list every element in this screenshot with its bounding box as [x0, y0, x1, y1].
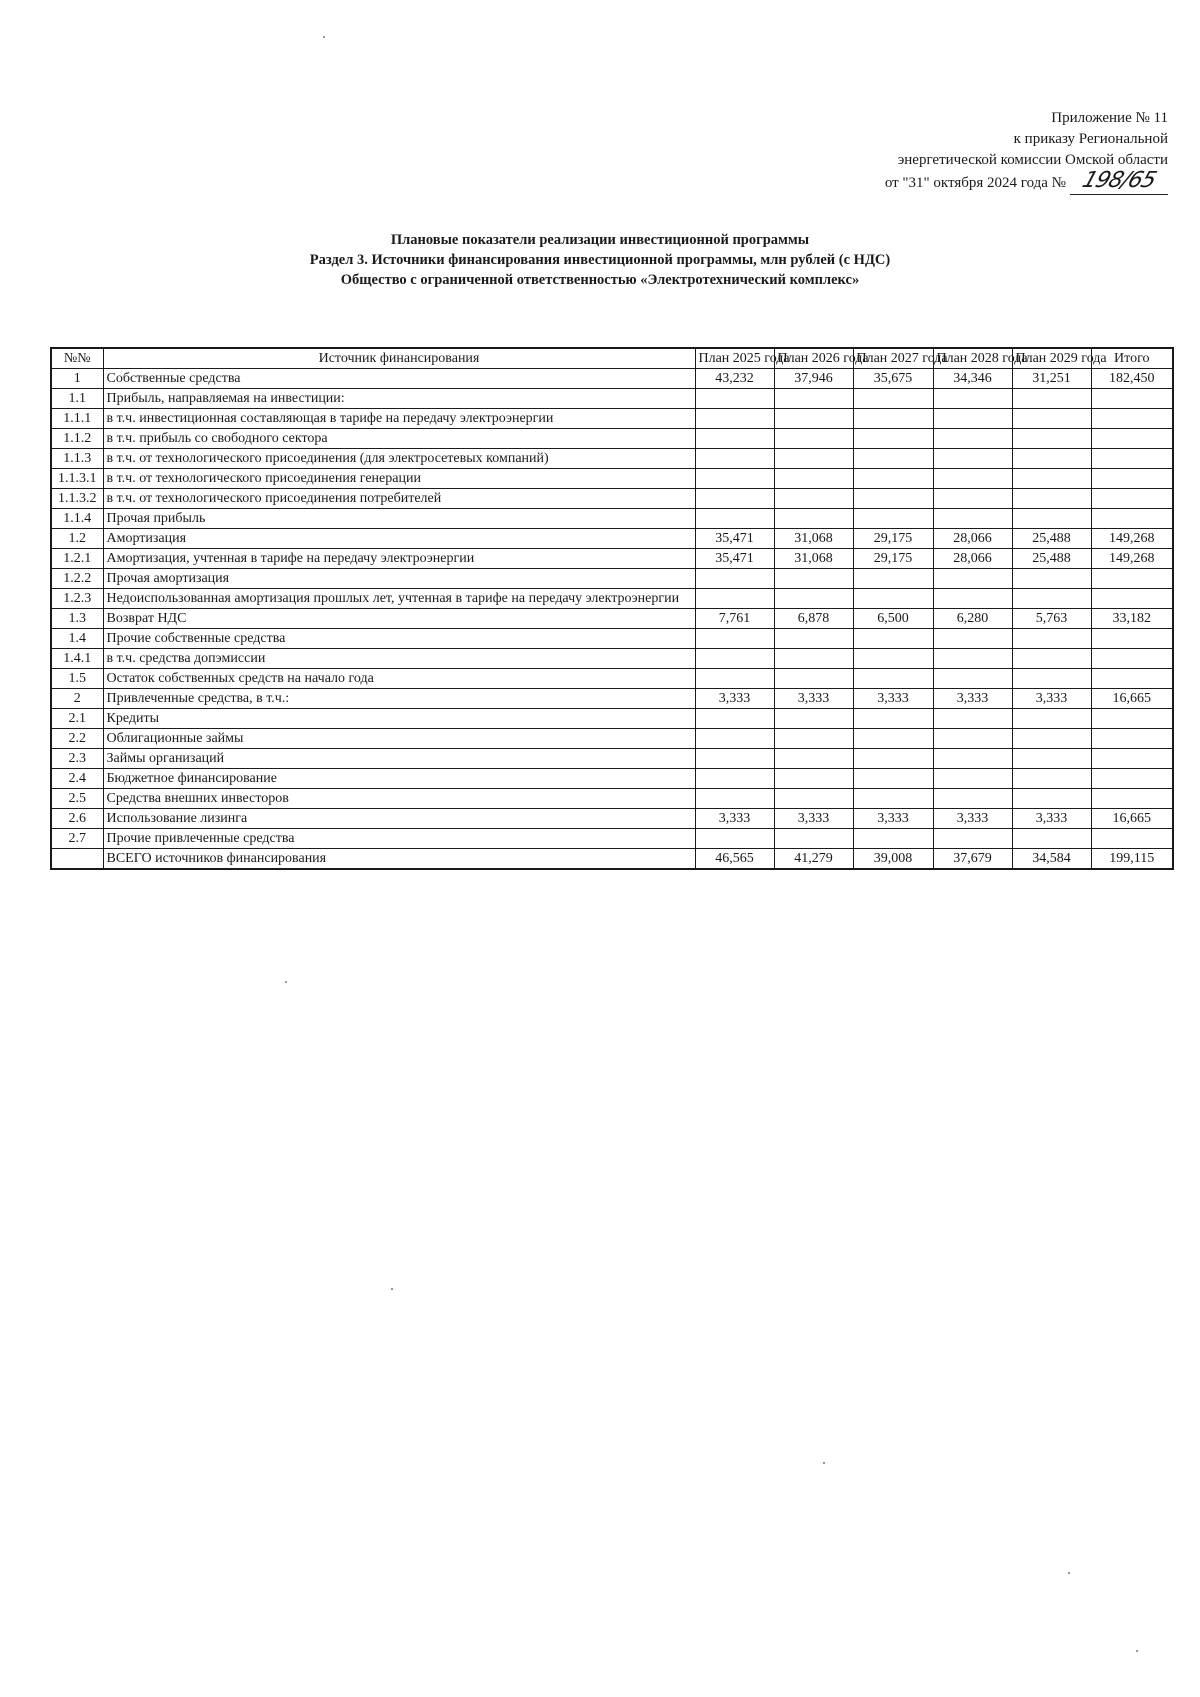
table-header-row: [51, 348, 1173, 369]
cell-total: [1091, 469, 1173, 489]
cell-plan-2027: [853, 509, 933, 529]
cell-plan-2025: 46,565: [695, 849, 774, 870]
cell-total: 182,450: [1091, 369, 1173, 389]
cell-plan-2027: [853, 829, 933, 849]
cell-plan-2029: [1012, 469, 1091, 489]
cell-plan-2025: [695, 389, 774, 409]
cell-plan-2029: [1012, 589, 1091, 609]
cell-plan-2026: [774, 569, 853, 589]
cell-plan-2026: 37,946: [774, 369, 853, 389]
cell-plan-2028: 34,346: [933, 369, 1012, 389]
cell-plan-2026: [774, 449, 853, 469]
table-row: [51, 589, 1173, 609]
cell-plan-2029: [1012, 629, 1091, 649]
cell-plan-2027: [853, 569, 933, 589]
cell-plan-2027: [853, 389, 933, 409]
row-source-name: в т.ч. от технологического присоединения потребителей: [103, 489, 695, 509]
cell-plan-2027: 29,175: [853, 529, 933, 549]
table-row: [51, 369, 1173, 389]
cell-plan-2027: [853, 489, 933, 509]
cell-plan-2028: [933, 649, 1012, 669]
row-number: 1.5: [51, 669, 103, 689]
cell-plan-2027: [853, 589, 933, 609]
row-source-name: Прочие собственные средства: [103, 629, 695, 649]
table-row: [51, 609, 1173, 629]
table-row: [51, 629, 1173, 649]
cell-plan-2026: [774, 509, 853, 529]
cell-plan-2026: 6,878: [774, 609, 853, 629]
table-row: [51, 689, 1173, 709]
cell-total: [1091, 429, 1173, 449]
cell-plan-2026: [774, 709, 853, 729]
scan-speck: [823, 1462, 825, 1464]
cell-plan-2027: [853, 709, 933, 729]
cell-plan-2028: [933, 769, 1012, 789]
cell-total: [1091, 729, 1173, 749]
cell-plan-2029: 3,333: [1012, 689, 1091, 709]
cell-plan-2028: 37,679: [933, 849, 1012, 870]
cell-total: [1091, 629, 1173, 649]
header-plan-2029: План 2029 года: [1012, 348, 1091, 369]
cell-plan-2028: 6,280: [933, 609, 1012, 629]
row-number: 1.1.3: [51, 449, 103, 469]
cell-total: [1091, 709, 1173, 729]
company-name: Общество с ограниченной ответственностью «Электротехнический комплекс»: [340, 272, 860, 288]
cell-plan-2028: [933, 489, 1012, 509]
cell-total: [1091, 829, 1173, 849]
cell-total: 149,268: [1091, 529, 1173, 549]
row-number: [51, 849, 103, 870]
cell-plan-2026: [774, 469, 853, 489]
cell-plan-2027: [853, 629, 933, 649]
cell-plan-2029: [1012, 709, 1091, 729]
cell-plan-2029: 31,251: [1012, 369, 1091, 389]
cell-plan-2027: 29,175: [853, 549, 933, 569]
cell-total: [1091, 649, 1173, 669]
row-number: 1.1.3.1: [51, 469, 103, 489]
row-source-name: Возврат НДС: [103, 609, 695, 629]
order-number-handwritten: 198/65: [1079, 168, 1159, 193]
row-source-name: Амортизация: [103, 529, 695, 549]
row-number: 1: [51, 369, 103, 389]
row-source-name: в т.ч. средства допэмиссии: [103, 649, 695, 669]
cell-total: [1091, 569, 1173, 589]
cell-plan-2026: 41,279: [774, 849, 853, 870]
cell-plan-2027: 39,008: [853, 849, 933, 870]
cell-total: [1091, 589, 1173, 609]
table-row: [51, 809, 1173, 829]
cell-plan-2025: [695, 449, 774, 469]
cell-plan-2029: [1012, 729, 1091, 749]
cell-plan-2025: [695, 629, 774, 649]
cell-plan-2028: [933, 389, 1012, 409]
cell-plan-2025: [695, 489, 774, 509]
row-source-name: Привлеченные средства, в т.ч.:: [103, 689, 695, 709]
cell-plan-2029: [1012, 429, 1091, 449]
cell-plan-2026: [774, 789, 853, 809]
row-source-name: Бюджетное финансирование: [103, 769, 695, 789]
header-plan-2026: План 2026 года: [774, 348, 853, 369]
cell-plan-2025: [695, 429, 774, 449]
cell-plan-2029: [1012, 569, 1091, 589]
appendix-title: Приложение № 11: [1051, 110, 1168, 126]
cell-plan-2027: [853, 669, 933, 689]
cell-total: [1091, 449, 1173, 469]
cell-plan-2028: 3,333: [933, 809, 1012, 829]
cell-plan-2026: [774, 429, 853, 449]
cell-plan-2028: 3,333: [933, 689, 1012, 709]
cell-plan-2027: [853, 649, 933, 669]
cell-plan-2028: 28,066: [933, 529, 1012, 549]
cell-plan-2025: [695, 769, 774, 789]
table-row: [51, 729, 1173, 749]
row-source-name: ВСЕГО источников финансирования: [103, 849, 695, 870]
cell-plan-2028: [933, 789, 1012, 809]
table-row: [51, 669, 1173, 689]
cell-plan-2027: 3,333: [853, 809, 933, 829]
row-number: 2.4: [51, 769, 103, 789]
scan-speck: [285, 981, 287, 983]
cell-total: [1091, 769, 1173, 789]
cell-plan-2027: [853, 769, 933, 789]
table-row: [51, 769, 1173, 789]
table-row: [51, 449, 1173, 469]
table-row: [51, 709, 1173, 729]
cell-plan-2025: 35,471: [695, 529, 774, 549]
table-row: [51, 509, 1173, 529]
cell-plan-2028: [933, 569, 1012, 589]
cell-plan-2029: [1012, 649, 1091, 669]
cell-plan-2025: 43,232: [695, 369, 774, 389]
cell-plan-2028: [933, 749, 1012, 769]
cell-plan-2028: [933, 829, 1012, 849]
cell-plan-2027: [853, 449, 933, 469]
header-plan-2028: План 2028 года: [933, 348, 1012, 369]
cell-plan-2028: [933, 709, 1012, 729]
row-number: 2.3: [51, 749, 103, 769]
row-number: 1.2.2: [51, 569, 103, 589]
cell-total: 149,268: [1091, 549, 1173, 569]
table-row: [51, 389, 1173, 409]
header-total: Итого: [1091, 348, 1173, 369]
cell-plan-2028: [933, 429, 1012, 449]
cell-plan-2026: [774, 489, 853, 509]
cell-plan-2027: [853, 749, 933, 769]
row-number: 1.4: [51, 629, 103, 649]
cell-plan-2026: 3,333: [774, 689, 853, 709]
cell-plan-2029: [1012, 669, 1091, 689]
cell-plan-2027: 6,500: [853, 609, 933, 629]
row-source-name: в т.ч. от технологического присоединения генерации: [103, 469, 695, 489]
table-row: [51, 529, 1173, 549]
cell-plan-2025: 35,471: [695, 549, 774, 569]
cell-plan-2026: [774, 769, 853, 789]
cell-total: 16,665: [1091, 689, 1173, 709]
scan-speck: [1136, 1650, 1138, 1652]
table-row: [51, 749, 1173, 769]
row-source-name: в т.ч. прибыль со свободного сектора: [103, 429, 695, 449]
row-source-name: в т.ч. инвестиционная составляющая в тарифе на передачу электроэнергии: [103, 409, 695, 429]
cell-plan-2026: [774, 629, 853, 649]
cell-plan-2029: [1012, 769, 1091, 789]
document-titles: [0, 230, 1200, 290]
cell-plan-2027: [853, 469, 933, 489]
cell-plan-2028: [933, 729, 1012, 749]
row-source-name: Займы организаций: [103, 749, 695, 769]
cell-plan-2025: [695, 749, 774, 769]
cell-total: [1091, 509, 1173, 529]
row-source-name: Прибыль, направляемая на инвестиции:: [103, 389, 695, 409]
cell-plan-2028: [933, 669, 1012, 689]
row-source-name: Остаток собственных средств на начало года: [103, 669, 695, 689]
cell-plan-2026: [774, 389, 853, 409]
cell-plan-2029: [1012, 449, 1091, 469]
header-plan-2025: План 2025 года: [695, 348, 774, 369]
cell-plan-2027: [853, 429, 933, 449]
cell-plan-2025: [695, 589, 774, 609]
appendix-block: [885, 108, 1168, 195]
cell-total: [1091, 789, 1173, 809]
row-source-name: Собственные средства: [103, 369, 695, 389]
header-num: №№: [51, 348, 103, 369]
cell-plan-2028: [933, 449, 1012, 469]
row-number: 1.1.2: [51, 429, 103, 449]
cell-plan-2025: 7,761: [695, 609, 774, 629]
cell-plan-2029: 34,584: [1012, 849, 1091, 870]
appendix-order-ref: к приказу Региональной: [1013, 131, 1168, 147]
cell-plan-2027: 3,333: [853, 689, 933, 709]
cell-plan-2026: [774, 589, 853, 609]
row-source-name: Прочая прибыль: [103, 509, 695, 529]
row-number: 1.1.4: [51, 509, 103, 529]
cell-plan-2029: 3,333: [1012, 809, 1091, 829]
row-number: 1.2.3: [51, 589, 103, 609]
cell-total: [1091, 749, 1173, 769]
cell-plan-2029: [1012, 749, 1091, 769]
cell-plan-2026: [774, 649, 853, 669]
cell-plan-2026: [774, 829, 853, 849]
row-number: 2.6: [51, 809, 103, 829]
table-row: [51, 469, 1173, 489]
row-source-name: Амортизация, учтенная в тарифе на передачу электроэнергии: [103, 549, 695, 569]
cell-total: [1091, 489, 1173, 509]
scan-speck: [391, 1288, 393, 1290]
table-row: [51, 569, 1173, 589]
cell-plan-2028: [933, 589, 1012, 609]
cell-plan-2027: [853, 729, 933, 749]
cell-plan-2028: [933, 409, 1012, 429]
table-row: [51, 649, 1173, 669]
row-number: 2.5: [51, 789, 103, 809]
row-source-name: Недоиспользованная амортизация прошлых лет, учтенная в тарифе на передачу электроэнергии: [103, 589, 695, 609]
header-plan-2027: План 2027 года: [853, 348, 933, 369]
row-source-name: Прочая амортизация: [103, 569, 695, 589]
row-number: 1.3: [51, 609, 103, 629]
cell-plan-2025: [695, 509, 774, 529]
cell-plan-2025: 3,333: [695, 689, 774, 709]
row-source-name: в т.ч. от технологического присоединения (для электросетевых компаний): [103, 449, 695, 469]
cell-total: 199,115: [1091, 849, 1173, 870]
cell-plan-2029: [1012, 409, 1091, 429]
row-source-name: Средства внешних инвесторов: [103, 789, 695, 809]
cell-plan-2025: [695, 569, 774, 589]
cell-plan-2026: 31,068: [774, 529, 853, 549]
cell-plan-2028: [933, 629, 1012, 649]
table-row: [51, 429, 1173, 449]
row-number: 1.4.1: [51, 649, 103, 669]
cell-plan-2028: 28,066: [933, 549, 1012, 569]
cell-plan-2025: [695, 469, 774, 489]
document-title: Плановые показатели реализации инвестиционной программы: [390, 232, 810, 248]
cell-plan-2029: [1012, 389, 1091, 409]
cell-plan-2025: [695, 649, 774, 669]
row-number: 2: [51, 689, 103, 709]
row-source-name: Кредиты: [103, 709, 695, 729]
appendix-date: от "31" октября 2024 года №: [884, 175, 1066, 191]
cell-total: [1091, 389, 1173, 409]
cell-plan-2028: [933, 509, 1012, 529]
cell-total: [1091, 669, 1173, 689]
cell-plan-2029: [1012, 509, 1091, 529]
appendix-commission: энергетической комиссии Омской области: [897, 152, 1168, 168]
cell-plan-2027: [853, 789, 933, 809]
cell-plan-2029: [1012, 789, 1091, 809]
cell-plan-2029: 5,763: [1012, 609, 1091, 629]
cell-plan-2028: [933, 469, 1012, 489]
cell-plan-2026: 3,333: [774, 809, 853, 829]
cell-plan-2026: [774, 409, 853, 429]
table-row: [51, 829, 1173, 849]
cell-plan-2025: [695, 729, 774, 749]
table-row: [51, 789, 1173, 809]
cell-plan-2025: [695, 789, 774, 809]
section-title: Раздел 3. Источники финансирования инвестиционной программы, млн рублей (с НДС): [309, 252, 891, 268]
financing-table: [50, 347, 1174, 870]
row-number: 1.2: [51, 529, 103, 549]
cell-plan-2029: [1012, 829, 1091, 849]
cell-total: 33,182: [1091, 609, 1173, 629]
cell-plan-2029: 25,488: [1012, 529, 1091, 549]
cell-plan-2027: [853, 409, 933, 429]
table-row: [51, 489, 1173, 509]
cell-total: [1091, 409, 1173, 429]
cell-plan-2025: [695, 409, 774, 429]
cell-plan-2027: 35,675: [853, 369, 933, 389]
scan-speck: [1068, 1572, 1070, 1574]
row-number: 2.2: [51, 729, 103, 749]
cell-total: 16,665: [1091, 809, 1173, 829]
order-number-field: [1070, 168, 1168, 195]
row-number: 2.1: [51, 709, 103, 729]
row-number: 1.2.1: [51, 549, 103, 569]
cell-plan-2029: [1012, 489, 1091, 509]
table-body: [51, 369, 1173, 870]
row-source-name: Облигационные займы: [103, 729, 695, 749]
cell-plan-2026: 31,068: [774, 549, 853, 569]
table-row: [51, 549, 1173, 569]
header-source: Источник финансирования: [103, 348, 695, 369]
row-number: 2.7: [51, 829, 103, 849]
cell-plan-2025: 3,333: [695, 809, 774, 829]
row-number: 1.1.3.2: [51, 489, 103, 509]
cell-plan-2029: 25,488: [1012, 549, 1091, 569]
table-row: [51, 849, 1173, 870]
table-row: [51, 409, 1173, 429]
row-source-name: Использование лизинга: [103, 809, 695, 829]
cell-plan-2025: [695, 669, 774, 689]
cell-plan-2026: [774, 729, 853, 749]
row-source-name: Прочие привлеченные средства: [103, 829, 695, 849]
row-number: 1.1: [51, 389, 103, 409]
cell-plan-2026: [774, 749, 853, 769]
scan-speck: [323, 36, 325, 38]
cell-plan-2025: [695, 829, 774, 849]
row-number: 1.1.1: [51, 409, 103, 429]
appendix-date-line: [884, 168, 1168, 195]
cell-plan-2025: [695, 709, 774, 729]
cell-plan-2026: [774, 669, 853, 689]
